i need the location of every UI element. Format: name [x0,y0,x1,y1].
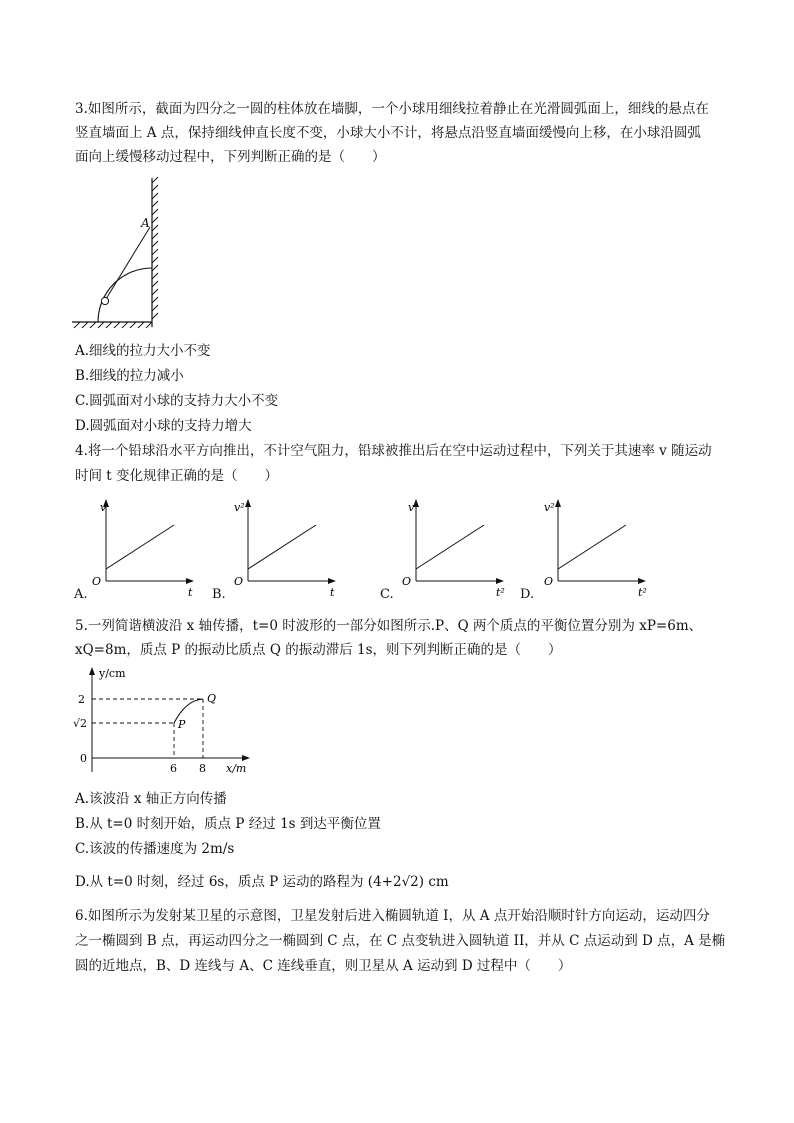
q3-option-c: C.圆弧面对小球的支持力大小不变 [75,393,279,409]
q4-b-ylabel: v² [234,501,245,514]
q5-wave-graph [70,664,260,782]
q5-option-a: A.该波沿 x 轴正方向传播 [75,791,227,807]
q3-option-a: A.细线的拉力大小不变 [75,343,211,359]
q4-a-origin: O [92,575,102,588]
q5-option-d: D.从 t=0 时刻，经过 6s，质点 P 运动的路程为 (4+2√2) cm [75,874,449,890]
q4-graph-d [542,497,652,597]
q3-figure [68,175,168,330]
q4-b-origin: O [234,575,244,588]
q4-graph-c [400,497,510,597]
q3-line-3: 面向上缓慢移动过程中，下列判断正确的是（ ） [75,149,386,165]
q5-ytick-root2: √2 [73,717,88,730]
q5-xtick-8: 8 [199,762,206,775]
q4-d-ylabel: v² [544,501,555,514]
q6-line-2: 之一椭圆到 B 点，再运动四分之一椭圆到 C 点，在 C 点变轨进入圆轨道 II，并从 C 点运动到 D 点，A 是椭 [75,933,726,949]
q3-line-1: 3.如图所示，截面为四分之一圆的柱体放在墙脚，一个小球用细线拉着静止在光滑圆弧面上，细线的悬点在 [75,101,709,117]
q4-line-1: 4.将一个铅球沿水平方向推出，不计空气阻力，铅球被推出后在空中运动过程中，下列关于其速率 v 随运动 [75,443,712,459]
q5-xtick-6: 6 [170,762,177,775]
q4-d-origin: O [544,575,554,588]
q6-line-3: 圆的近地点，B、D 连线与 A、C 连线垂直，则卫星从 A 运动到 D 过程中（ ） [75,958,572,974]
q3-line-2: 竖直墙面上 A 点，保持细线伸直长度不变，小球大小不计，将悬点沿竖直墙面缓慢向上移，在小球沿圆弧 [75,125,701,141]
q4-c-xlabel: t² [496,586,505,597]
q5-point-q: Q [207,692,217,705]
q5-option-c: C.该波的传播速度为 2m/s [75,841,235,857]
q4-d-xlabel: t² [638,586,647,597]
q5-line-2: xQ=8m，质点 P 的振动比质点 Q 的振动滞后 1s，则下列判断正确的是（ ） [75,642,562,658]
q4-a-xlabel: t [188,586,193,597]
q4-line-2: 时间 t 变化规律正确的是（ ） [75,468,279,484]
q4-option-c: C. [380,587,394,602]
q5-line-1: 5.一列简谐横波沿 x 轴传播，t=0 时波形的一部分如图所示.P、Q 两个质点的平衡位置分别为 xP=6m、 [75,618,703,634]
q5-ytick-0: 0 [80,752,87,765]
q4-graph-b [232,497,342,597]
q4-c-ylabel: v [408,501,415,514]
q5-option-b: B.从 t=0 时刻开始，质点 P 经过 1s 到达平衡位置 [75,816,381,832]
q3-option-d: D.圆弧面对小球的支持力增大 [75,418,252,434]
q4-graph-a [90,497,200,597]
q4-option-a: A. [74,587,88,602]
q6-line-1: 6.如图所示为发射某卫星的示意图，卫星发射后进入椭圆轨道 I，从 A 点开始沿顺时针方向运动，运动四分 [75,908,710,924]
q4-a-ylabel: v [100,501,107,514]
q5-point-p: P [178,718,186,731]
q4-c-origin: O [402,575,412,588]
q5-ylabel: y/cm [99,667,126,680]
q4-option-b: B. [212,587,226,602]
q3-label-a: A [141,216,150,230]
q3-option-b: B.细线的拉力减小 [75,368,184,384]
q5-ytick-2: 2 [78,693,85,706]
q4-b-xlabel: t [330,586,335,597]
q5-xlabel: x/m [226,762,247,775]
q4-option-d: D. [520,587,535,602]
